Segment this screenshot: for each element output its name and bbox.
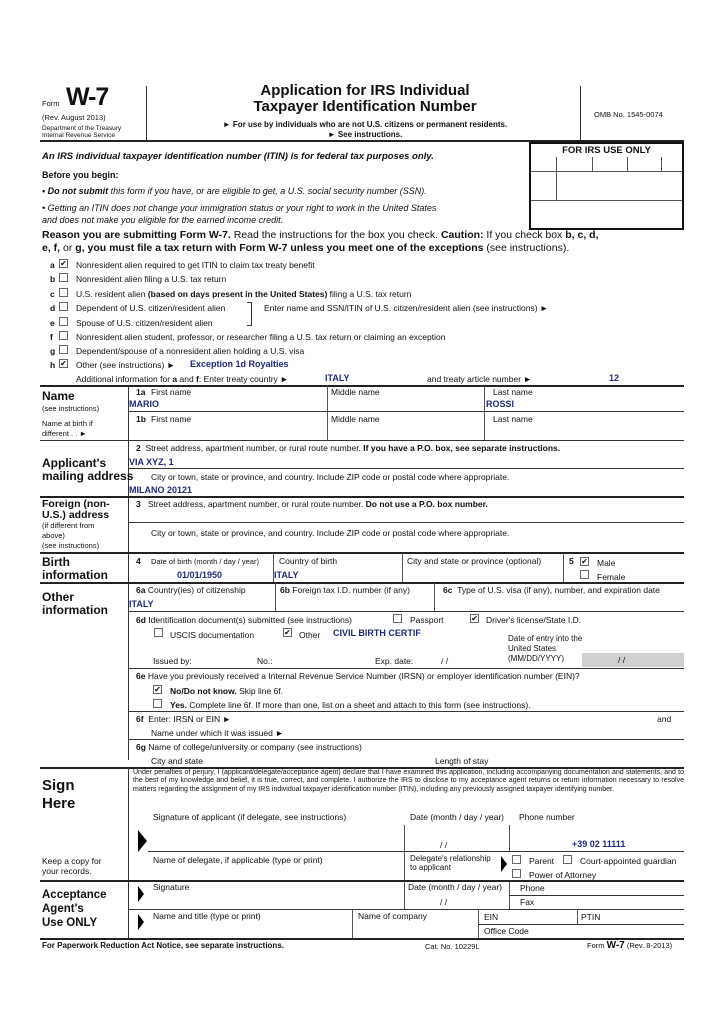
omb-number: OMB No. 1545-0074 [594,110,663,119]
checkbox-parent[interactable] [512,855,521,864]
checkbox-reason-g[interactable] [59,345,68,354]
other-reason-value[interactable]: Exception 1d Royalties [190,359,289,369]
section-sign-here: Sign Here [42,777,76,812]
agent-date-field[interactable]: / / [440,897,448,907]
issued-by-label: Issued by: [153,656,192,666]
option-letter: c [50,289,55,299]
first-name-label: First name [151,387,192,397]
form-number: W-7 [66,83,109,111]
dob-field[interactable]: 01/01/1950 [177,570,223,580]
dob-label: Date of birth (month / day / year) [151,557,259,566]
irsn-question: 6e Have you previously received a Internal Revenue Service Number (IRSN) or employer identification number (EIN)? [136,671,580,681]
option-letter: b [50,274,56,284]
agent-date-label: Date (month / day / year) [408,882,503,892]
length-stay-label: Length of stay [435,756,489,766]
drivers-license-label: Driver's license/State I.D. [486,615,582,625]
exp-date-field[interactable]: / / [441,656,449,666]
male-label: Male [597,558,616,568]
option-d-text: Dependent of U.S. citizen/resident alien [76,303,226,313]
female-label: Female [597,572,626,582]
line-number: 1b [136,414,146,424]
checkbox-uscis[interactable] [154,628,163,637]
option-a-text: Nonresident alien required to get ITIN to claim tax treaty benefit [76,260,315,270]
section-mailing: Applicant's mailing address [42,456,134,483]
no-label: No.: [257,656,273,666]
treaty-article[interactable]: 12 [609,373,620,383]
id-docs-label: 6d Identification document(s) submitted (see instructions) [136,615,352,625]
footer-form-id: Form W-7 (Rev. 8-2013) [587,940,673,951]
checkbox-female[interactable] [580,570,589,579]
checkbox-other-doc[interactable]: ✔ [284,628,291,637]
perjury-statement: Under penalties of perjury, I (applicant/delegate/acceptance agent) declare that I have examined this application, including accompanying documentation and statements, and to the best of my knowledge and belief, it is true, correct, and complete. I authorize the IRS to disclose to my acceptance agent returns or return information necessary to resolve matters regarding the assignment of my IRS individual taxpayer identification number (ITIN), including any previously assigned taxpayer identifying number. [133,769,684,793]
line-number: 1a [136,387,146,397]
name-sub: (see instructions) [42,404,100,413]
checkbox-reason-f[interactable] [59,331,68,340]
agent-name-title-label: Name and title (type or print) [153,911,261,921]
de-note: Enter name and SSN/ITIN of U.S. citizen/resident alien (see instructions) ► [264,303,549,313]
arrow-icon [138,914,144,930]
poa-label: Power of Attorney [529,870,597,880]
middle-name-label: Middle name [331,387,380,397]
option-b-text: Nonresident alien filing a U.S. tax return [76,274,227,284]
checkbox-reason-h[interactable]: ✔ [60,359,67,368]
keep-copy-label: Keep a copy for your records. [42,856,102,876]
checkbox-reason-a[interactable]: ✔ [60,259,67,268]
option-letter: e [50,318,55,328]
entry-date-label: Date of entry into the United States (MM/DD/YYYY) [508,634,583,663]
parent-label: Parent [529,856,555,866]
department: Department of the Treasury [42,125,122,132]
uscis-label: USCIS documentation [170,630,255,640]
arrow-icon [501,856,507,872]
last-name-label: Last name [493,387,533,397]
name-at-birth-label2: different . . ► [42,429,87,438]
option-letter: a [50,260,55,270]
visa-label: 6c Type of U.S. visa (if any), number, and expiration date [443,585,660,595]
checkbox-drivers-license[interactable]: ✔ [471,614,478,623]
cat-number: Cat. No. 10229L [425,942,480,951]
additional-info-label: Additional information for a and f: Enter treaty country ► [76,374,289,384]
option-g-text: Dependent/spouse of a nonresident alien holding a U.S. visa [76,346,305,356]
agent-ein-label[interactable]: EIN [484,912,499,922]
line-number: 4 [136,556,141,566]
checkbox-guardian[interactable] [563,855,572,864]
checkbox-male[interactable]: ✔ [581,557,588,566]
city-label: City or town, state or province, and country. Include ZIP code or postal code where appropriate. [151,472,510,482]
birth-first-name-label: First name [151,414,192,424]
foreign-city-label: City or town, state or province, and country. Include ZIP code or postal code where appropriate. [151,528,510,538]
irsn-enter-label: 6f Enter: IRSN or EIN ► [136,714,231,724]
signature-field[interactable] [133,822,684,853]
relationship-label: Delegate's relationship to applicant [410,854,491,872]
option-h-text: Other (see instructions) ► [76,360,176,370]
checkbox-reason-c[interactable] [59,288,68,297]
section-other: Other information [42,590,108,617]
name-at-birth-label: Name at birth if [42,419,93,428]
checkbox-irsn-no[interactable]: ✔ [154,685,161,694]
treaty-country[interactable]: ITALY [325,373,350,383]
bullet-immigration: • Getting an ITIN does not change your immigration status or your right to work in the United States and does not make you eligible for the earned income credit. [42,203,437,225]
city-state-label: City and state [151,756,203,766]
name-issued-label: Name under which it was issued ► [151,728,284,738]
itin-note: An IRS individual taxpayer identification number (ITIN) is for federal tax purposes only. [42,151,434,162]
option-f-text: Nonresident alien student, professor, or researcher filing a U.S. tax return or claiming an exception [76,332,446,342]
checkbox-passport[interactable] [393,614,402,623]
and-label: and [657,714,672,724]
irs-use-only-box: FOR IRS USE ONLY [529,142,684,230]
delegate-label: Name of delegate, if applicable (type or print) [153,855,323,865]
irsn-no-label: No/Do not know. Skip line 6f. [170,686,284,696]
guardian-label: Court-appointed guardian [580,856,677,866]
passport-label: Passport [410,615,444,625]
bracket [247,302,252,326]
birth-last-name-label: Last name [493,414,533,424]
country-birth-field[interactable]: ITALY [274,570,299,580]
exp-date-label: Exp. date: [375,656,414,666]
option-letter: g [50,346,56,356]
birth-middle-name-label: Middle name [331,414,380,424]
sign-date-field[interactable]: / / [440,840,448,850]
phone-label: Phone number [519,812,575,822]
checkbox-reason-d[interactable] [59,302,68,311]
last-name-field[interactable]: ROSSI [486,399,515,409]
form-word: Form [42,99,60,108]
checkbox-power-of-attorney[interactable] [512,869,521,878]
other-doc-label: Other [299,630,321,640]
option-letter: f [50,332,53,342]
option-letter: h [50,360,56,370]
reason-heading: Reason you are submitting Form W-7. Read the instructions for the box you check. Caution: If you check box b, c, d, e, f, or g, you must file a tax return with Form W-7 unless you meet one of the exceptions (see instructions). [42,229,599,254]
sign-date-label: Date (month / day / year) [410,812,505,822]
agent-ptin-label[interactable]: PTIN [581,912,601,922]
section-name: Name [42,389,75,403]
treaty-article-label: and treaty article number ► [427,374,532,384]
foreign-street-label: 3 Street address, apartment number, or rural route number. Do not use a P.O. box number. [136,499,488,509]
agent-office-code-label[interactable]: Office Code [484,926,529,936]
foreign-tax-label: 6b Foreign tax I.D. number (if any) [280,585,410,595]
section-acceptance-agent: Acceptance Agent's Use ONLY [42,889,107,929]
signature-label: Signature of applicant (if delegate, see instructions) [153,812,347,822]
arrow-icon [138,886,144,902]
form-title: Application for IRS Individual Taxpayer Identification Number [253,82,477,115]
section-foreign: Foreign (non- U.S.) address [42,498,110,521]
bullet-ssn: • Do not submit this form if you have, or are eligible to get, a U.S. social security number (SSN). [42,186,427,196]
section-birth: Birth information [42,555,108,582]
agent-signature-label: Signature [153,882,190,892]
service: Internal Revenue Service [42,132,115,139]
line-number: 5 [569,556,574,566]
street-label: 2 Street address, apartment number, or rural route number. If you have a P.O. box, see separate instructions. [136,443,561,453]
citizenship-label: 6a Country(ies) of citizenship [136,585,246,595]
form-subtitle: ► For use by individuals who are not U.S. citizens or permanent residents. ► See instructions. [222,120,508,139]
checkbox-irsn-yes[interactable] [153,699,162,708]
agent-fax-label[interactable]: Fax [520,897,535,907]
checkbox-reason-b[interactable] [59,273,68,282]
citizenship-field[interactable]: ITALY [129,599,154,609]
option-e-text: Spouse of U.S. citizen/resident alien [76,318,213,328]
first-name-field[interactable]: MARIO [129,399,159,409]
paperwork-notice: For Paperwork Reduction Act Notice, see separate instructions. [42,941,284,950]
other-doc-field[interactable]: CIVIL BIRTH CERTIF [333,628,421,638]
option-c-text: U.S. resident alien (based on days present in the United States) filing a U.S. tax return [76,289,412,299]
birth-city-label: City and state or province (optional) [407,556,542,566]
phone-field[interactable]: +39 02 11111 [572,839,626,849]
option-letter: d [50,303,56,313]
country-birth-label: Country of birth [279,556,338,566]
college-label: 6g Name of college/university or company (see instructions) [136,742,362,752]
foreign-sub: (if different from above) (see instructions) [42,521,100,550]
before-you-begin: Before you begin: [42,170,119,180]
entry-date-field[interactable]: / / [582,653,684,667]
mailing-city-field[interactable]: MILANO 20121 [129,485,193,495]
agent-company-label: Name of company [358,911,427,921]
agent-phone-label[interactable]: Phone [520,883,545,893]
revision: (Rev. August 2013) [42,113,106,122]
mailing-street-field[interactable]: VIA XYZ, 1 [129,457,174,467]
irsn-yes-label: Yes. Complete line 6f. If more than one, list on a sheet and attach to this form (see instructions). [170,700,531,710]
checkbox-reason-e[interactable] [59,317,68,326]
